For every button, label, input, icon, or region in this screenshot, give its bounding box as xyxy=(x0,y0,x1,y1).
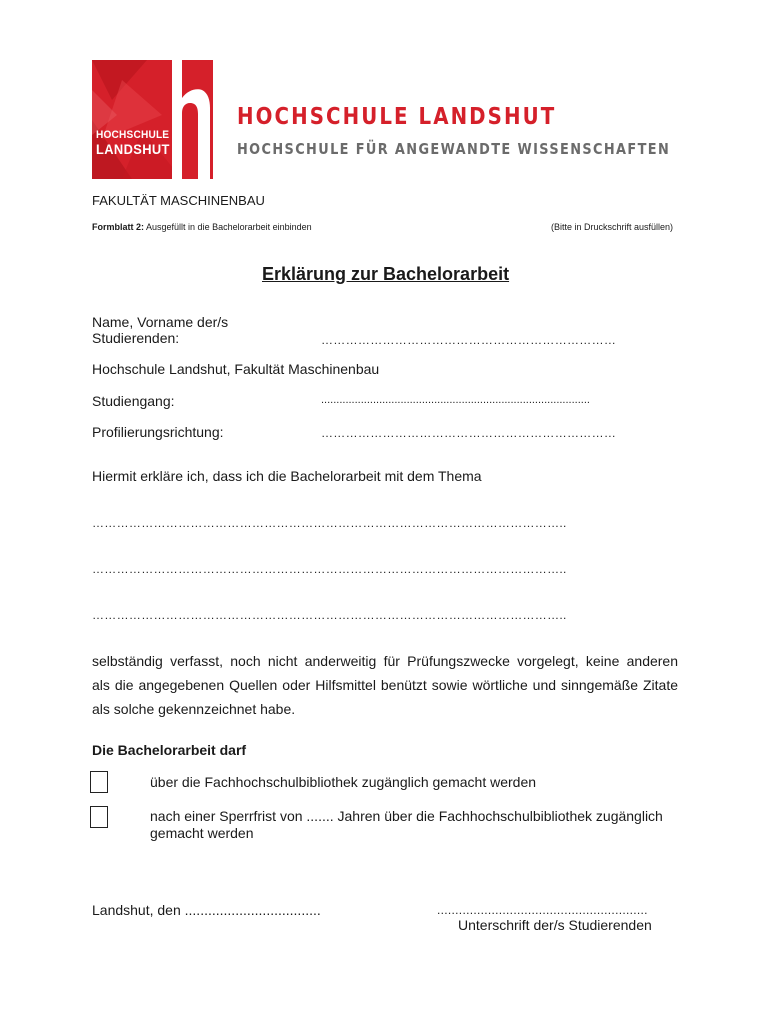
faculty-name: FAKULTÄT MASCHINENBAU xyxy=(92,193,265,208)
access-option-2-label-line1: nach einer Sperrfrist von ....... Jahren über die Fachhochschulbibliothek zugänglich xyxy=(150,808,663,824)
program-label: Studiengang: xyxy=(92,393,175,409)
logo-text-line2: LANDSHUT xyxy=(96,141,170,157)
access-option-1-checkbox[interactable] xyxy=(90,771,108,793)
print-note: (Bitte in Druckschrift ausfüllen) xyxy=(551,222,674,232)
university-line: Hochschule Landshut, Fakultät Maschinenbau xyxy=(92,361,380,377)
university-logo xyxy=(92,60,213,179)
access-option-2-checkbox[interactable] xyxy=(90,806,108,828)
declaration-line-2: als die angegebenen Quellen oder Hilfsmittel benützt sowie wörtliche und sinngemäße Zitate xyxy=(92,677,678,693)
form-note-text: Ausgefüllt in die Bachelorarbeit einbinden xyxy=(146,222,312,232)
name-field[interactable]: ……………………………………………………………… xyxy=(321,333,617,347)
declaration-text xyxy=(92,649,678,721)
topic-line-1[interactable]: …………………………………………………………………………………………………….. xyxy=(92,516,567,530)
topic-line-2[interactable]: …………………………………………………………………………………………………….. xyxy=(92,562,567,576)
institution-name: HOCHSCHULE LANDSHUT xyxy=(237,104,557,130)
name-label-line1: Name, Vorname der/s xyxy=(92,314,229,330)
signature-field[interactable]: .......................................................... xyxy=(437,903,648,917)
specialization-label: Profilierungsrichtung: xyxy=(92,424,224,440)
declaration-line-3: als solche gekennzeichnet habe. xyxy=(92,701,296,717)
declaration-line-1: selbständig verfasst, noch nicht anderweitig für Prüfungszwecke vorgelegt, keine anderen xyxy=(92,653,678,669)
logo-graphic xyxy=(92,60,213,179)
place-date-field[interactable]: Landshut, den ................................... xyxy=(92,902,321,918)
name-label-line2: Studierenden: xyxy=(92,330,180,346)
form-note xyxy=(92,222,312,232)
access-option-2-label-line2: gemacht werden xyxy=(150,825,254,841)
form-label: Formblatt 2: xyxy=(92,222,145,232)
topic-intro: Hiermit erkläre ich, dass ich die Bachelorarbeit mit dem Thema xyxy=(92,468,482,484)
specialization-field[interactable]: ……………………………………………………………… xyxy=(321,426,617,440)
topic-line-3[interactable]: …………………………………………………………………………………………………….. xyxy=(92,608,567,622)
logo-text-line1: HOCHSCHULE xyxy=(96,129,170,141)
access-option-1-label: über die Fachhochschulbibliothek zugänglich gemacht werden xyxy=(150,774,537,790)
signature-label: Unterschrift der/s Studierenden xyxy=(458,917,652,933)
institution-subtitle: HOCHSCHULE FÜR ANGEWANDTE WISSENSCHAFTEN xyxy=(237,140,671,158)
page-title: Erklärung zur Bachelorarbeit xyxy=(262,264,510,284)
access-heading: Die Bachelorarbeit darf xyxy=(92,742,247,758)
program-field[interactable]: ........................................................................................ xyxy=(321,394,590,406)
